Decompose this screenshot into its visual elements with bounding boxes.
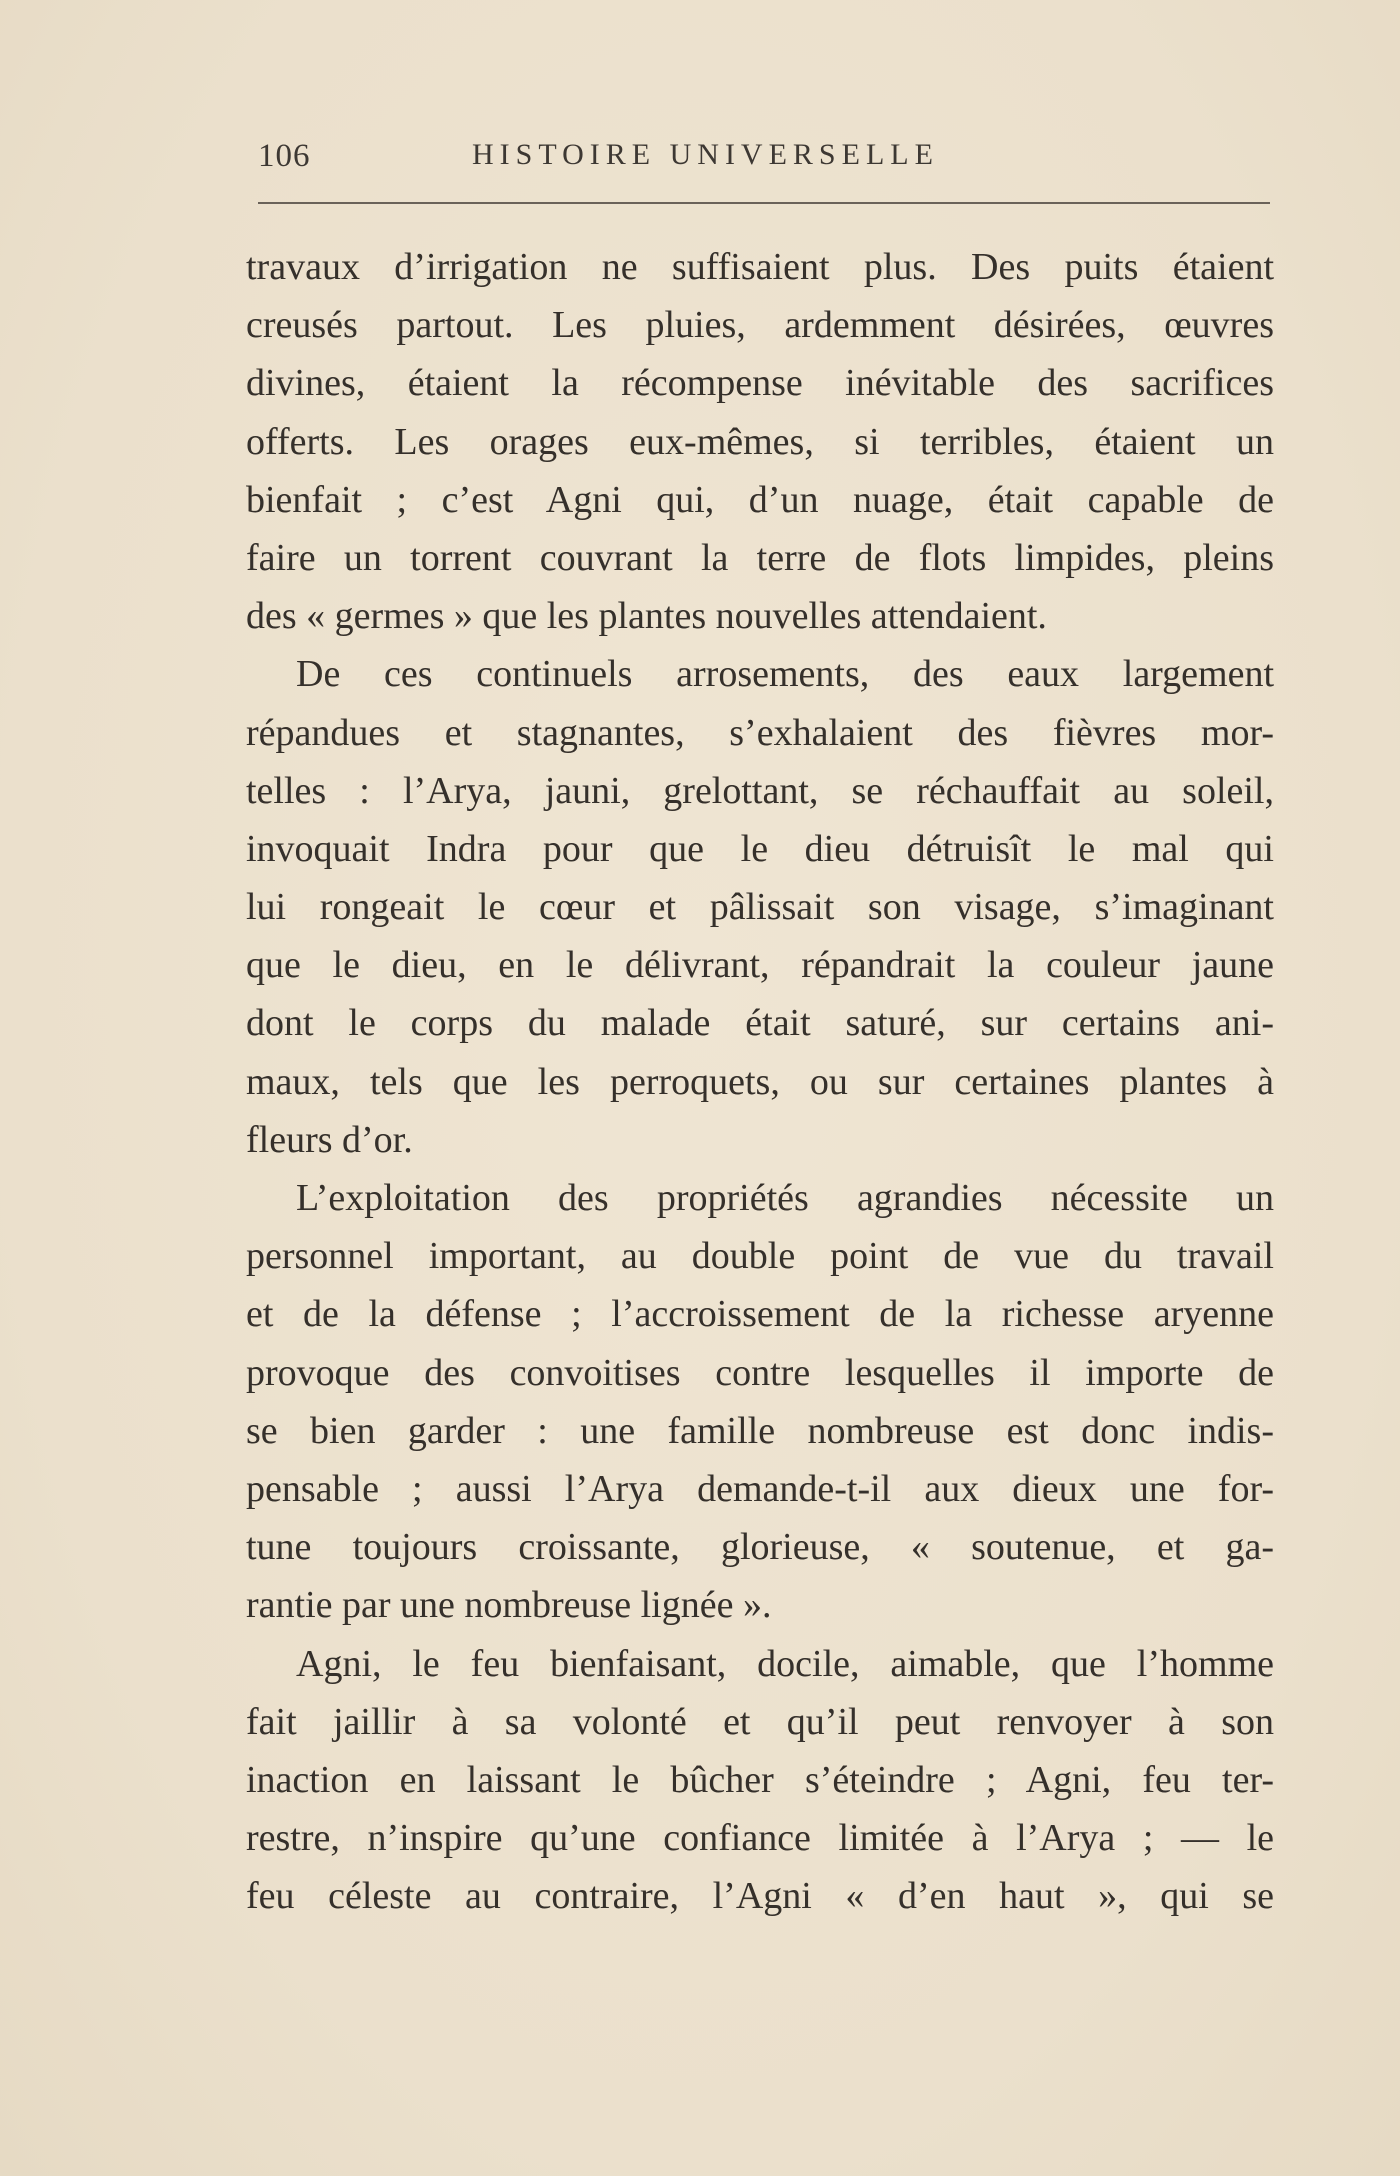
text-line: et de la défense ; l’accroissement de la richesse aryenne bbox=[246, 1293, 1274, 1336]
text-line: feu céleste au contraire, l’Agni « d’en haut », qui se bbox=[246, 1875, 1274, 1918]
text-line: travaux d’irrigation ne suffisaient plus. Des puits étaient bbox=[246, 246, 1274, 288]
text-line: invoquait Indra pour que le dieu détruisît le mal qui bbox=[246, 827, 1274, 870]
text-line: tune toujours croissante, glorieuse, « soutenue, et ga- bbox=[246, 1526, 1274, 1569]
body-text bbox=[246, 238, 1274, 1925]
text-line: rantie par une nombreuse lignée ». bbox=[246, 1584, 772, 1627]
text-line: fait jaillir à sa volonté et qu’il peut renvoyer à son bbox=[246, 1700, 1274, 1743]
paragraph-start-line: Agni, le feu bienfaisant, docile, aimable, que l’homme bbox=[296, 1642, 1274, 1685]
text-line: des « germes » que les plantes nouvelles attendaient. bbox=[246, 595, 1047, 638]
text-line: restre, n’inspire qu’une confiance limitée à l’Arya ; — le bbox=[246, 1817, 1274, 1860]
header-rule bbox=[258, 202, 1270, 204]
text-line: provoque des convoitises contre lesquelles il importe de bbox=[246, 1351, 1274, 1394]
text-line: pensable ; aussi l’Arya demande-t-il aux dieux une for- bbox=[246, 1467, 1274, 1510]
text-line: lui rongeait le cœur et pâlissait son visage, s’imaginant bbox=[246, 886, 1274, 929]
text-line: fleurs d’or. bbox=[246, 1118, 413, 1161]
text-line: bienfait ; c’est Agni qui, d’un nuage, était capable de bbox=[246, 478, 1274, 521]
text-line: divines, étaient la récompense inévitable des sacrifices bbox=[246, 362, 1274, 405]
text-line: que le dieu, en le délivrant, répandrait la couleur jaune bbox=[246, 944, 1274, 987]
page-number: 106 bbox=[258, 138, 311, 174]
text-line: faire un torrent couvrant la terre de flots limpides, pleins bbox=[246, 536, 1274, 579]
text-line: offerts. Les orages eux-mêmes, si terribles, étaient un bbox=[246, 420, 1274, 463]
paragraph-start-line: De ces continuels arrosements, des eaux largement bbox=[296, 653, 1274, 696]
running-title: HISTOIRE UNIVERSELLE bbox=[472, 138, 939, 171]
text-line: dont le corps du malade était saturé, sur certains ani- bbox=[246, 1002, 1274, 1045]
text-line: maux, tels que les perroquets, ou sur certaines plantes à bbox=[246, 1060, 1274, 1103]
paragraph-start-line: L’exploitation des propriétés agrandies nécessite un bbox=[296, 1177, 1274, 1219]
text-line: répandues et stagnantes, s’exhalaient des fièvres mor- bbox=[246, 711, 1274, 754]
text-line: creusés partout. Les pluies, ardemment désirées, œuvres bbox=[246, 304, 1274, 347]
text-line: personnel important, au double point de vue du travail bbox=[246, 1235, 1274, 1278]
text-line: inaction en laissant le bûcher s’éteindre ; Agni, feu ter- bbox=[246, 1758, 1274, 1801]
text-line: telles : l’Arya, jauni, grelottant, se réchauffait au soleil, bbox=[246, 769, 1274, 812]
text-line: se bien garder : une famille nombreuse est donc indis- bbox=[246, 1409, 1274, 1452]
page-header bbox=[258, 138, 1270, 188]
